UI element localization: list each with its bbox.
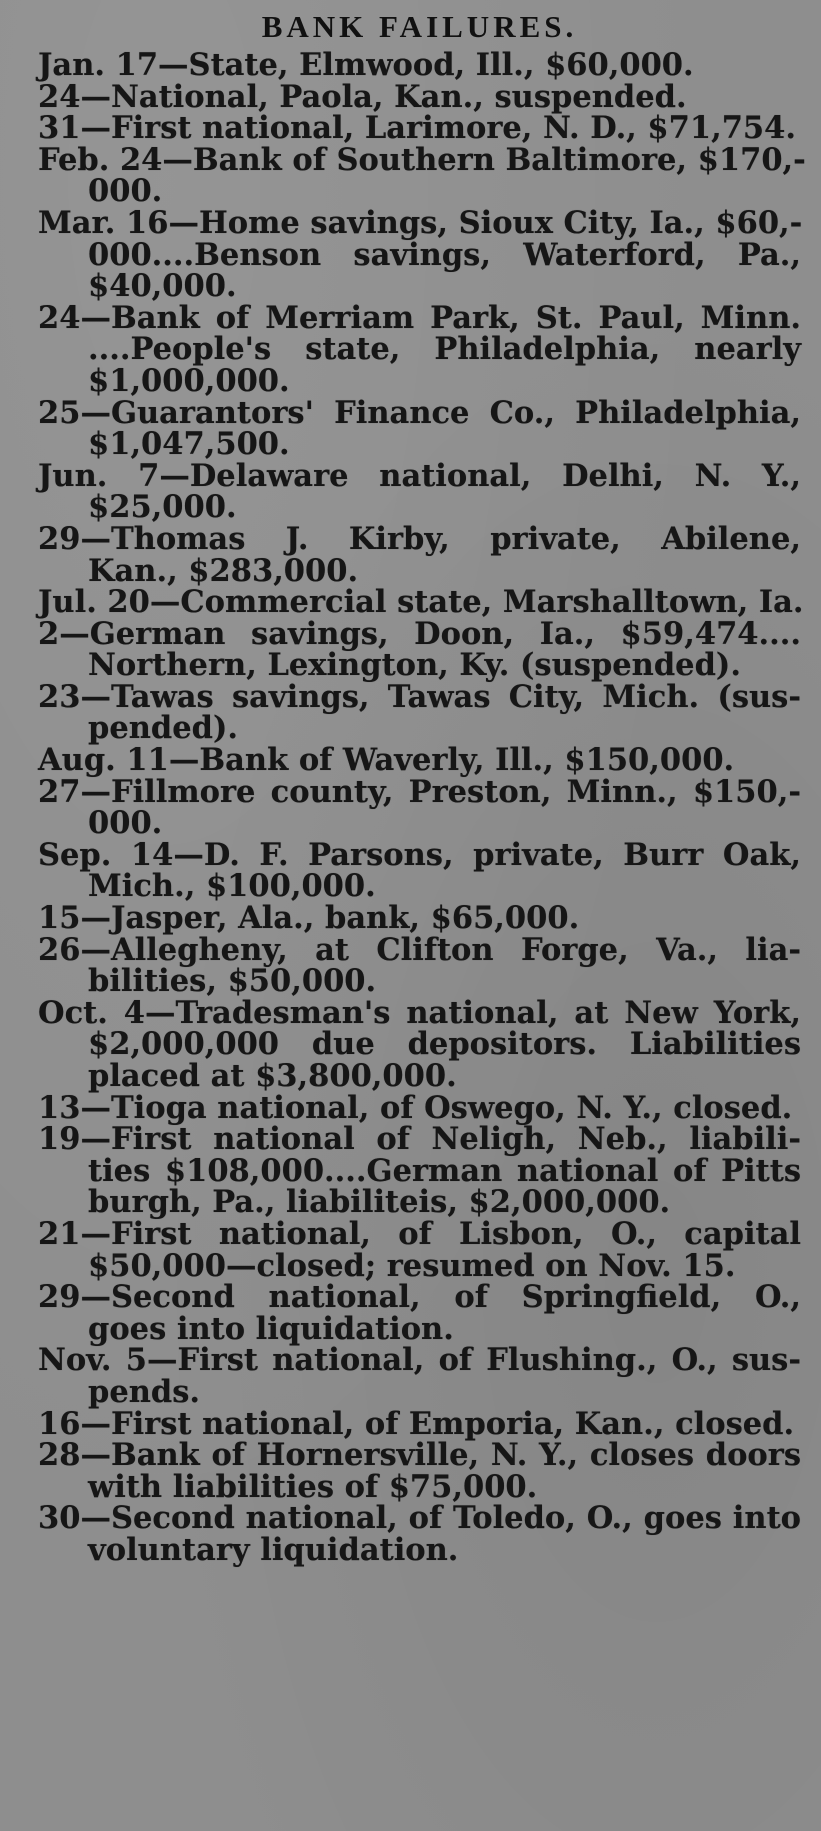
list-item — [38, 994, 801, 1094]
entry-line: Mich., $100,000. — [88, 868, 376, 905]
entry-line: 2—German savings, Doon, Ia., $59,474.... — [38, 615, 801, 652]
entry-line: $1,047,500. — [88, 426, 290, 463]
entry-line: 25—Guarantors' Finance Co., Philadelphia, — [38, 394, 801, 431]
entry-line: placed at $3,800,000. — [88, 1058, 457, 1094]
list-item — [38, 742, 801, 779]
entry-line: $25,000. — [88, 489, 237, 526]
entry-line: 000. — [88, 805, 163, 842]
entry-line: Feb. 24—Bank of Southern Baltimore, $170,- — [38, 141, 806, 178]
list-item — [38, 520, 801, 589]
entry-line: 19—First national of Neligh, Neb., liabili- — [38, 1121, 801, 1158]
entry-line: 000. — [88, 173, 163, 210]
entry-line: $2,000,000 due depositors. Liabilities — [88, 1026, 801, 1063]
bank-failure-list — [38, 47, 806, 1568]
entry-line: 28—Bank of Hornersville, N. Y., closes doors — [38, 1437, 801, 1474]
list-item — [38, 141, 806, 210]
list-item — [38, 615, 801, 684]
list-item — [38, 110, 801, 147]
list-item — [38, 1215, 801, 1284]
entry-line: ties $108,000....German national of Pitts — [88, 1152, 801, 1189]
entry-line: 29—Thomas J. Kirby, private, Abilene, — [38, 520, 801, 557]
list-item — [38, 204, 803, 305]
entry-line: 16—First national, of Emporia, Kan., closed. — [38, 1405, 795, 1442]
entry-line: 13—Tioga national, of Oswego, N. Y., closed. — [38, 1089, 793, 1126]
list-item — [38, 773, 801, 842]
list-item — [38, 584, 804, 621]
entry-line: 15—Jasper, Ala., bank, $65,000. — [38, 900, 580, 937]
entry-line: pends. — [88, 1373, 201, 1410]
list-item — [38, 1279, 801, 1347]
entry-line: 29—Second national, of Springfield, O., — [38, 1279, 801, 1316]
entry-line: Mar. 16—Home savings, Sioux City, Ia., $60,- — [38, 204, 803, 241]
entry-line: Jan. 17—State, Elmwood, Ill., $60,000. — [38, 47, 694, 83]
entry-line: 21—First national, of Lisbon, O., capital — [38, 1215, 801, 1252]
entry-line: Aug. 11—Bank of Waverly, Ill., $150,000. — [38, 742, 735, 779]
list-item — [38, 1089, 801, 1126]
entry-line: 24—Bank of Merriam Park, St. Paul, Minn. — [38, 299, 801, 336]
entry-line: ....People's state, Philadelphia, nearly — [88, 331, 801, 368]
list-item — [38, 47, 801, 83]
entry-line: Jul. 20—Commercial state, Marshalltown, Ia. — [38, 584, 804, 621]
entry-line: $40,000. — [88, 268, 237, 305]
entry-line: Oct. 4—Tradesman's national, at New York, — [38, 994, 801, 1031]
entry-line: 27—Fillmore county, Preston, Minn., $150,- — [38, 773, 801, 810]
entry-line: Northern, Lexington, Ky. (suspended). — [88, 647, 741, 684]
entry-line: 31—First national, Larimore, N. D., $71,754. — [38, 110, 796, 147]
entry-line: $1,000,000. — [88, 362, 290, 399]
entry-line: goes into liquidation. — [88, 1310, 454, 1347]
entry-line: Kan., $283,000. — [88, 552, 359, 589]
list-item — [38, 78, 801, 115]
list-item — [38, 678, 801, 747]
list-item — [38, 1437, 801, 1505]
entry-line: voluntary liquidation. — [88, 1531, 459, 1568]
entry-line: with liabilities of $75,000. — [88, 1468, 538, 1505]
entry-line: Sep. 14—D. F. Parsons, private, Burr Oak, — [38, 836, 801, 873]
list-item — [38, 299, 801, 399]
list-item — [38, 836, 801, 905]
list-item — [38, 1121, 801, 1221]
list-item — [38, 900, 801, 937]
entry-line: 26—Allegheny, at Clifton Forge, Va., lia- — [38, 931, 801, 968]
entry-line: 24—National, Paola, Kan., suspended. — [38, 78, 687, 115]
entry-line: bilities, $50,000. — [88, 963, 377, 1000]
entry-line: pended). — [88, 710, 239, 747]
page-title: BANK FAILURES. — [261, 9, 578, 44]
entry-line: Nov. 5—First national, of Flushing., O., sus- — [38, 1342, 801, 1379]
list-item — [38, 1342, 801, 1410]
entry-line: 30—Second national, of Toledo, O., goes into — [38, 1500, 801, 1537]
entry-line: Jun. 7—Delaware national, Delhi, N. Y., — [38, 457, 801, 494]
list-item — [38, 1500, 801, 1568]
list-item — [38, 457, 801, 526]
list-item — [38, 931, 801, 1000]
entry-line: burgh, Pa., liabiliteis, $2,000,000. — [88, 1184, 671, 1221]
list-item — [38, 394, 801, 463]
entry-line: $50,000—closed; resumed on Nov. 15. — [88, 1247, 736, 1284]
entry-line: 23—Tawas savings, Tawas City, Mich. (sus- — [38, 678, 801, 715]
entry-line: 000....Benson savings, Waterford, Pa., — [88, 236, 801, 273]
list-item — [38, 1405, 801, 1442]
